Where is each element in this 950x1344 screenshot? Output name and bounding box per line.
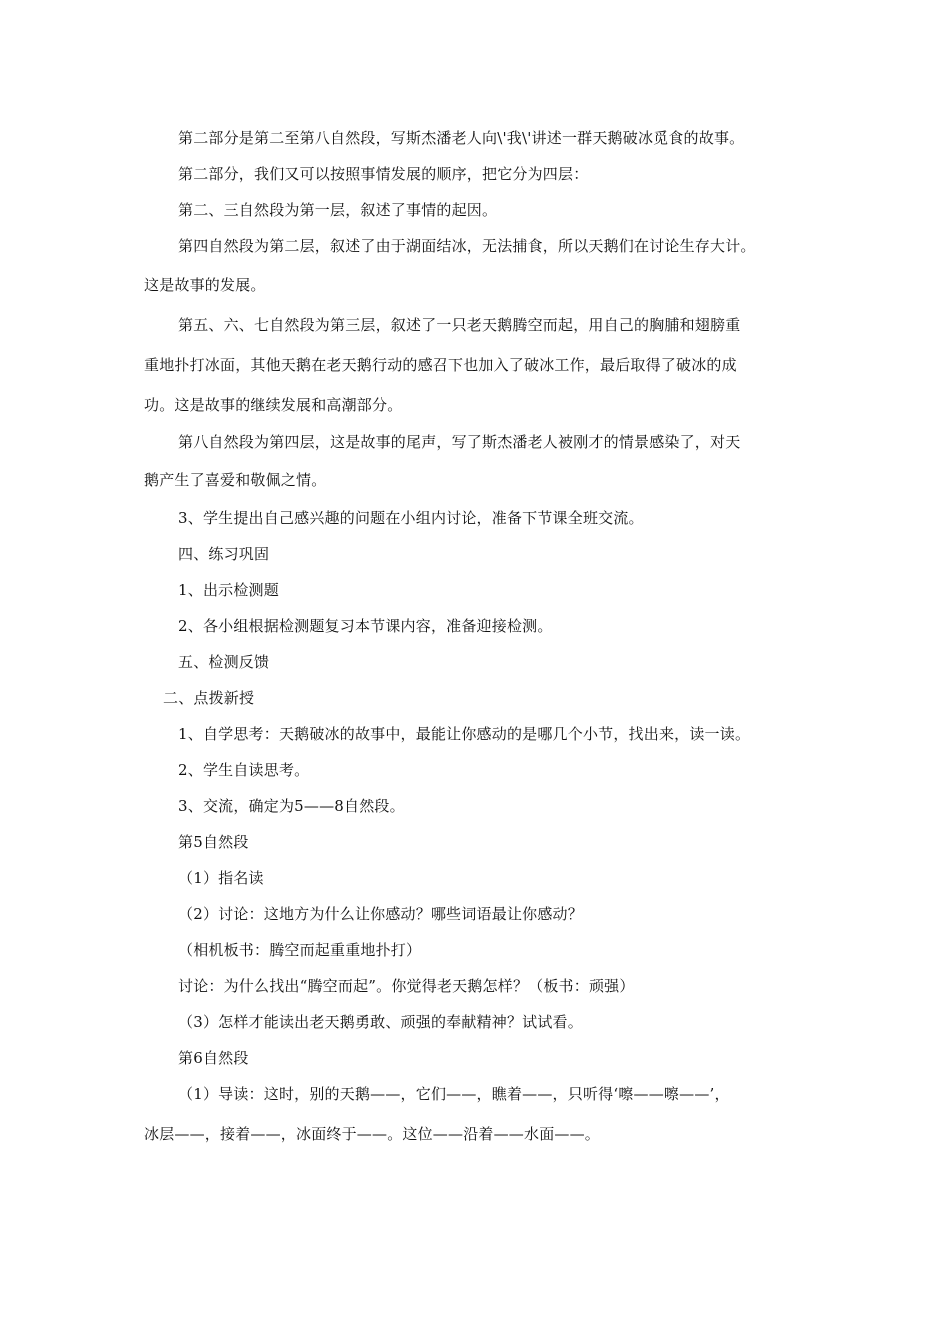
section-heading: 二、点拨新授 [163,689,255,707]
subsection-heading: 第6自然段 [178,1049,249,1067]
paragraph-line: 第二部分，我们又可以按照事情发展的顺序，把它分为四层： [178,165,589,183]
paragraph-line: 1、出示检测题 [178,581,279,599]
paragraph-line: （3）怎样才能读出老天鹅勇敢、顽强的奉献精神？试试看。 [178,1013,583,1031]
paragraph-line: 功。这是故事的继续发展和高潮部分。 [144,396,403,414]
paragraph-line: 2、各小组根据检测题复习本节课内容，准备迎接检测。 [178,617,553,635]
paragraph-line: （2）讨论：这地方为什么让你感动？哪些词语最让你感动？ [178,905,583,923]
paragraph-line: 鹅产生了喜爱和敬佩之情。 [144,471,327,489]
paragraph-line: 3、学生提出自己感兴趣的问题在小组内讨论，准备下节课全班交流。 [178,509,644,527]
paragraph-line: 第五、六、七自然段为第三层，叙述了一只老天鹅腾空而起，用自己的胸脯和翅膀重 [178,316,741,334]
paragraph-line: 这是故事的发展。 [144,276,266,294]
paragraph-line: 第二、三自然段为第一层，叙述了事情的起因。 [178,201,498,219]
paragraph-line: 讨论：为什么找出“腾空而起”。你觉得老天鹅怎样？（板书：顽强） [178,977,635,995]
paragraph-line: （1）导读：这时，别的天鹅——，它们——，瞧着——，只听得‘嚓——嚓——’， [178,1085,730,1103]
paragraph-line: 第四自然段为第二层，叙述了由于湖面结冰，无法捕食，所以天鹅们在讨论生存大计。 [178,237,756,255]
paragraph-line: 2、学生自读思考。 [178,761,310,779]
paragraph-line: （相机板书：腾空而起重重地扑打） [178,941,422,959]
paragraph-line: 1、自学思考：天鹅破冰的故事中，最能让你感动的是哪几个小节，找出来，读一读。 [178,725,751,743]
paragraph-line: 冰层——，接着——，冰面终于——。这位——沿着——水面——。 [144,1125,601,1143]
paragraph-line: 重地扑打冰面，其他天鹅在老天鹅行动的感召下也加入了破冰工作，最后取得了破冰的成 [144,356,737,374]
paragraph-line: 第二部分是第二至第八自然段，写斯杰潘老人向\'我\'讲述一群天鹅破冰觅食的故事。 [178,129,745,147]
paragraph-line: 3、交流，确定为5——8自然段。 [178,797,405,815]
paragraph-line: 第八自然段为第四层，这是故事的尾声，写了斯杰潘老人被刚才的情景感染了，对天 [178,433,741,451]
section-heading: 四、练习巩固 [178,545,270,563]
section-heading: 五、检测反馈 [178,653,270,671]
subsection-heading: 第5自然段 [178,833,249,851]
paragraph-line: （1）指名读 [178,869,264,887]
